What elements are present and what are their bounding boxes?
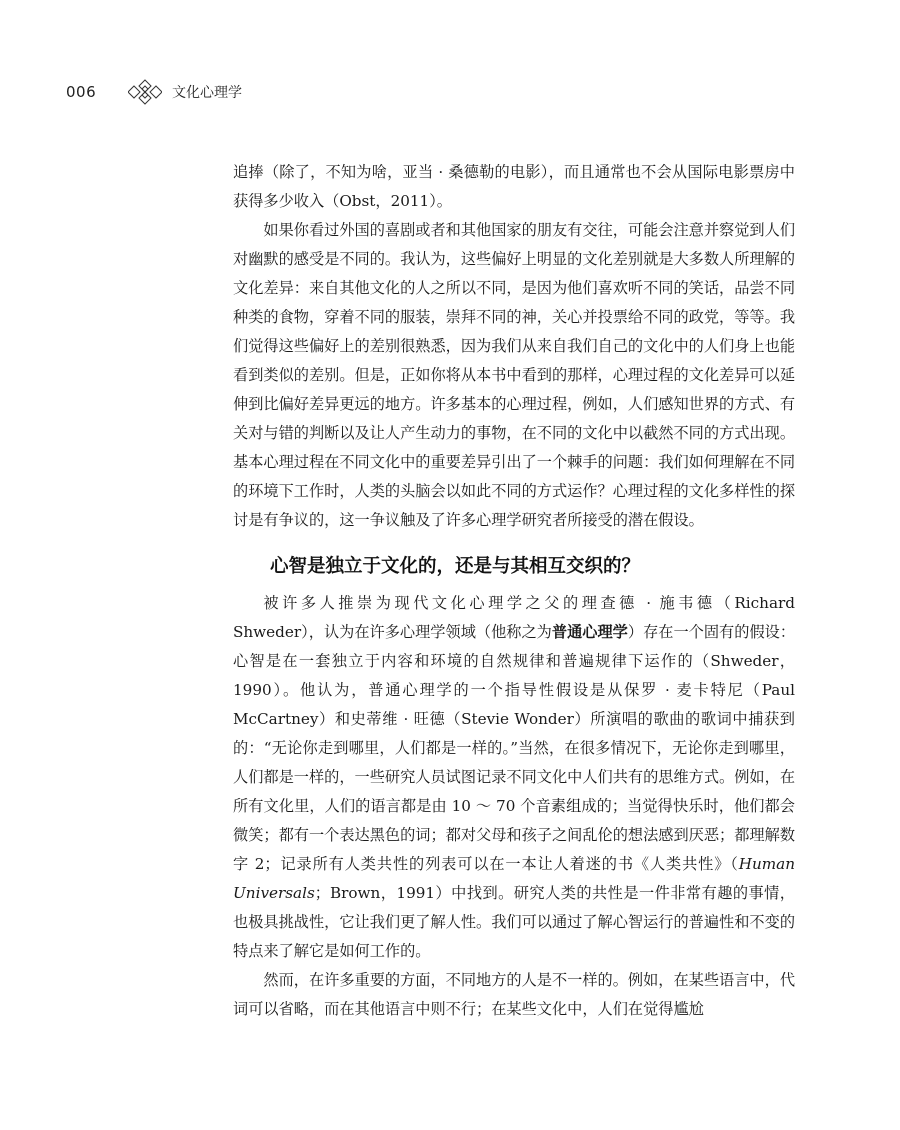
section-heading: 心智是独立于文化的，还是与其相互交织的？	[270, 556, 641, 577]
running-title: 文化心理学	[172, 85, 242, 101]
bold-term: 普通心理学	[551, 623, 628, 641]
paragraph-text: ；Brown，1991）中找到。研究人类的共性是一件非常有趣的事情，也极具挑战性，它让我们更了解人性。我们可以通过了解心智运行的普遍性和不变的特点来了解它是如何工作的。	[233, 884, 795, 960]
paragraph-continued: 追捧（除了，不知为啥，亚当 · 桑德勒的电影），而且通常也不会从国际电影票房中获得多少收入（Obst，2011）。	[233, 163, 795, 210]
paragraph-humor-differences: 如果你看过外国的喜剧或者和其他国家的朋友有交往，可能会注意并察觉到人们对幽默的感受是不同的。我认为，这些偏好上明显的文化差别就是大多数人所理解的文化差异：来自其他文化的人之所以不同，是因为他们喜欢听不同的笑话，品尝不同种类的食物，穿着不同的服装，崇拜不同的神，关心并投票给不同的政党，等等。我们觉得这些偏好上的差别很熟悉，因为我们从来自我们自己的文化中的人们身上也能看到类似的差别。但是，正如你将从本书中看到的那样，心理过程的文化差异可以延伸到比偏好差异更远的地方。许多基本的心理过程，例如，人们感知世界的方式、有关对与错的判断以及让人产生动力的事物，在不同的文化中以截然不同的方式出现。基本心理过程在不同文化中的重要差异引出了一个棘手的问题：我们如何理解在不同的环境下工作时，人类的头脑会以如此不同的方式运作？心理过程的文化多样性的探讨是有争议的，这一争议触及了许多心理学研究者所接受的潜在假设。	[233, 221, 795, 529]
italic-book-title: Human Universals	[233, 855, 795, 902]
diamond-ornament-icon	[128, 78, 162, 106]
page-body	[233, 158, 795, 1024]
page-header	[66, 78, 242, 106]
paragraph-shweder	[233, 589, 795, 966]
paragraph-differences: 然而，在许多重要的方面，不同地方的人是不一样的。例如，在某些语言中，代词可以省略，而在其他语言中则不行；在某些文化中，人们在觉得尴尬	[233, 971, 795, 1018]
page-number: 006	[66, 83, 97, 101]
paragraph-text: ）存在一个固有的假设：心智是在一套独立于内容和环境的自然规律和普遍规律下运作的（Shweder，1990）。他认为，普通心理学的一个指导性假设是从保罗 · 麦卡特尼（Paul McCartney）和史蒂维 · 旺德（Stevie Wonder）所演唱的歌曲的歌词中捕获到的：“无论你走到哪里，人们都是一样的。”当然，在很多情况下，无论你走到哪里，人们都是一样的，一些研究人员试图记录不同文化中人们共有的思维方式。例如，在所有文化里，人们的语言都是由 10 ～ 70 个音素组成的；当觉得快乐时，他们都会微笑；都有一个表达黑色的词；都对父母和孩子之间乱伦的想法感到厌恶；都理解数字 2；记录所有人类共性的列表可以在一本让人着迷的书《人类共性》（	[233, 623, 796, 873]
paragraph-text: 被许多人推崇为现代文化心理学之父的理查德 · 施韦德（Richard Shweder），认为在许多心理学领域（他称之为	[233, 594, 795, 641]
